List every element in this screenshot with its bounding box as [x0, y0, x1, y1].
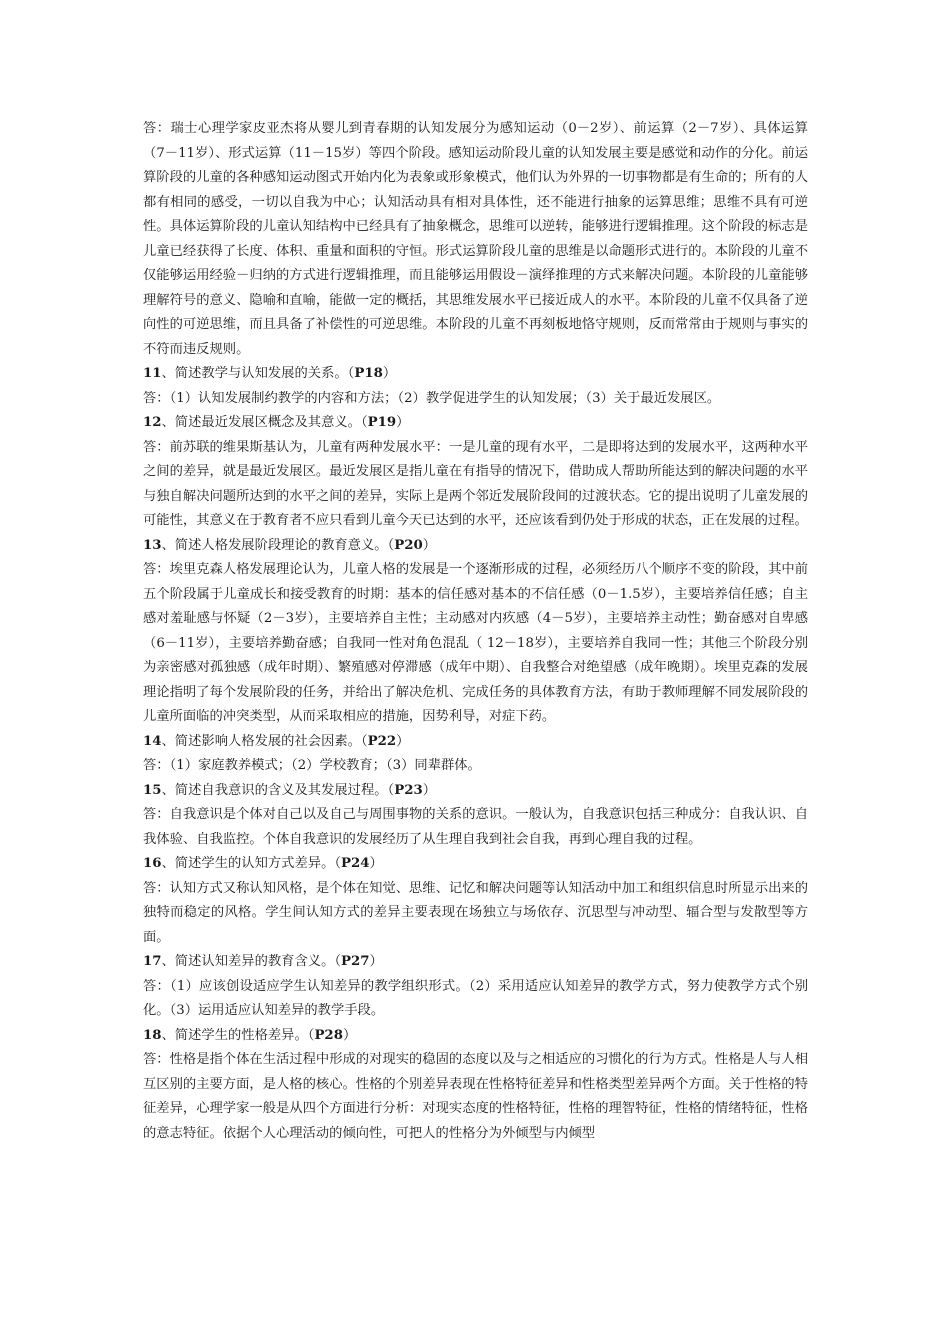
question-number: 17 [143, 954, 162, 969]
question-close: ） [342, 1027, 357, 1043]
question-page-ref: P23 [394, 782, 423, 798]
question-17-answer: 答：（1）应该创设适应学生认知差异的教学组织形式。（2）采用适应认知差异的教学方式，努力使教学方式个别化。（3）运用适应认知差异的教学手段。 [143, 978, 808, 1018]
question-page-ref: P18 [354, 366, 383, 381]
document-page [143, 117, 808, 1146]
question-text: 、简述自我意识的含义及其发展过程。（ [161, 782, 395, 798]
question-number: 11 [143, 366, 162, 381]
question-close: ） [369, 856, 383, 871]
question-page-ref: P20 [394, 537, 423, 553]
question-page-ref: P19 [367, 415, 397, 430]
question-close: ） [396, 733, 410, 749]
question-page-ref: P27 [341, 954, 370, 969]
question-16-heading [143, 852, 808, 877]
question-close: ） [396, 415, 410, 430]
question-15-heading [143, 779, 808, 804]
question-12-heading [143, 411, 808, 436]
question-number: 15 [143, 782, 162, 798]
question-11-answer: 答：（1）认知发展制约教学的内容和方法；（2）教学促进学生的认知发展；（3）关于最近发展区。 [143, 390, 721, 406]
question-13-heading [143, 534, 808, 559]
question-14-heading [143, 730, 808, 755]
question-18-heading [143, 1024, 808, 1049]
question-number: 18 [143, 1027, 162, 1043]
question-12-answer: 答：前苏联的维果斯基认为，儿童有两种发展水平：一是儿童的现有水平，二是即将达到的发展水平，这两种水平之间的差异，就是最近发展区。最近发展区是指儿童在有指导的情况下，借助成人帮助所能达到的解决问题的水平与独自解决问题所达到的水平之间的差异，实际上是两个邻近发展阶段间的过渡状态。它的提出说明了儿童发展的可能性，其意义在于教育者不应只看到儿童今天已达到的水平，还应该看到仍处于形成的状态，正在发展的过程。 [143, 439, 808, 528]
question-page-ref: P22 [367, 733, 397, 749]
question-11-heading [143, 362, 808, 387]
question-text: 、简述学生的认知方式差异。（ [161, 856, 342, 871]
question-close: ） [382, 366, 397, 381]
question-text: 、简述最近发展区概念及其意义。（ [161, 415, 368, 430]
question-text: 、简述学生的性格差异。（ [161, 1027, 315, 1043]
intro-answer: 答：瑞士心理学家皮亚杰将从婴儿到青春期的认知发展分为感知运动（0－2岁）、前运算（2－7岁）、具体运算（7－11岁）、形式运算（11－15岁）等四个阶段。感知运动阶段儿童的认知发展主要是感觉和动作的分化。前运算阶段的儿童的各种感知运动图式开始内化为表象或形象模式，他们认为外界的一切事物都是有生命的；所有的人都有相同的感受，一切以自我为中心；认知活动具有相对具体性，还不能进行抽象的运算思维；思维不具有可逆性。具体运算阶段的儿童认知结构中已经具有了抽象概念，思维可以逆转，能够进行逻辑推理。这个阶段的标志是儿童已经获得了长度、体积、重量和面积的守恒。形式运算阶段儿童的思维是以命题形式进行的。本阶段的儿童不仅能够运用经验－归纳的方式进行逻辑推理，而且能够运用假设－演绎推理的方式来解决问题。本阶段的儿童能够理解符号的意义、隐喻和直喻，能做一定的概括，其思维发展水平已接近成人的水平。本阶段的儿童不仅具备了逆向性的可逆思维，而且具备了补偿性的可逆思维。本阶段的儿童不再刻板地恪守规则，反而常常由于规则与事实的不符而违反规则。 [143, 121, 808, 357]
question-close: ） [369, 954, 383, 969]
question-close: ） [422, 537, 437, 553]
question-16-answer: 答：认知方式又称认知风格，是个体在知觉、思维、记忆和解决问题等认知活动中加工和组织信息时所显示出来的独特而稳定的风格。学生间认知方式的差异主要表现在场独立与场依存、沉思型与冲动型、辐合型与发散型等方面。 [143, 880, 808, 945]
question-text: 、简述认知差异的教育含义。（ [161, 954, 342, 969]
question-17-heading [143, 950, 808, 975]
question-page-ref: P24 [341, 856, 370, 871]
question-text: 、简述教学与认知发展的关系。（ [161, 366, 355, 381]
question-number: 13 [143, 537, 162, 553]
question-close: ） [422, 782, 437, 798]
question-18-answer: 答：性格是指个体在生活过程中形成的对现实的稳固的态度以及与之相适应的习惯化的行为方式。性格是人与人相互区别的主要方面，是人格的核心。性格的个别差异表现在性格特征差异和性格类型差异两个方面。关于性格的特征差异，心理学家一般是从四个方面进行分析：对现实态度的性格特征，性格的理智特征，性格的情绪特征，性格的意志特征。依据个人心理活动的倾向性，可把人的性格分为外倾型与内倾型 [143, 1052, 808, 1141]
question-page-ref: P28 [314, 1027, 343, 1043]
question-14-answer: 答：（1）家庭教养模式；（2）学校教育；（3）同辈群体。 [143, 758, 481, 773]
question-number: 14 [143, 733, 162, 749]
question-13-answer: 答：埃里克森人格发展理论认为，儿童人格的发展是一个逐渐形成的过程，必须经历八个顺序不变的阶段，其中前五个阶段属于儿童成长和接受教育的时期：基本的信任感对基本的不信任感（0－1.5岁），主要培养信任感；自主感对羞耻感与怀疑（2－3岁），主要培养自主性；主动感对内疚感（4－5岁），主要培养主动性；勤奋感对自卑感（6－11岁），主要培养勤奋感；自我同一性对角色混乱（ 12－18岁），主要培养自我同一性；其他三个阶段分别为亲密感对孤独感（成年时期）、繁殖感对停滞感（成年中期）、自我整合对绝望感（成年晚期）。埃里克森的发展理论指明了每个发展阶段的任务，并给出了解决危机、完成任务的具体教育方法，有助于教师理解不同发展阶段的儿童所面临的冲突类型，从而采取相应的措施，因势利导，对症下药。 [143, 562, 808, 724]
question-number: 12 [143, 415, 162, 430]
question-15-answer: 答：自我意识是个体对自己以及自己与周围事物的关系的意识。一般认为，自我意识包括三种成分：自我认识、自我体验、自我监控。个体自我意识的发展经历了从生理自我到社会自我，再到心理自我的过程。 [143, 807, 808, 847]
question-text: 、简述人格发展阶段理论的教育意义。（ [161, 537, 395, 553]
question-number: 16 [143, 856, 162, 871]
question-text: 、简述影响人格发展的社会因素。（ [161, 733, 368, 749]
